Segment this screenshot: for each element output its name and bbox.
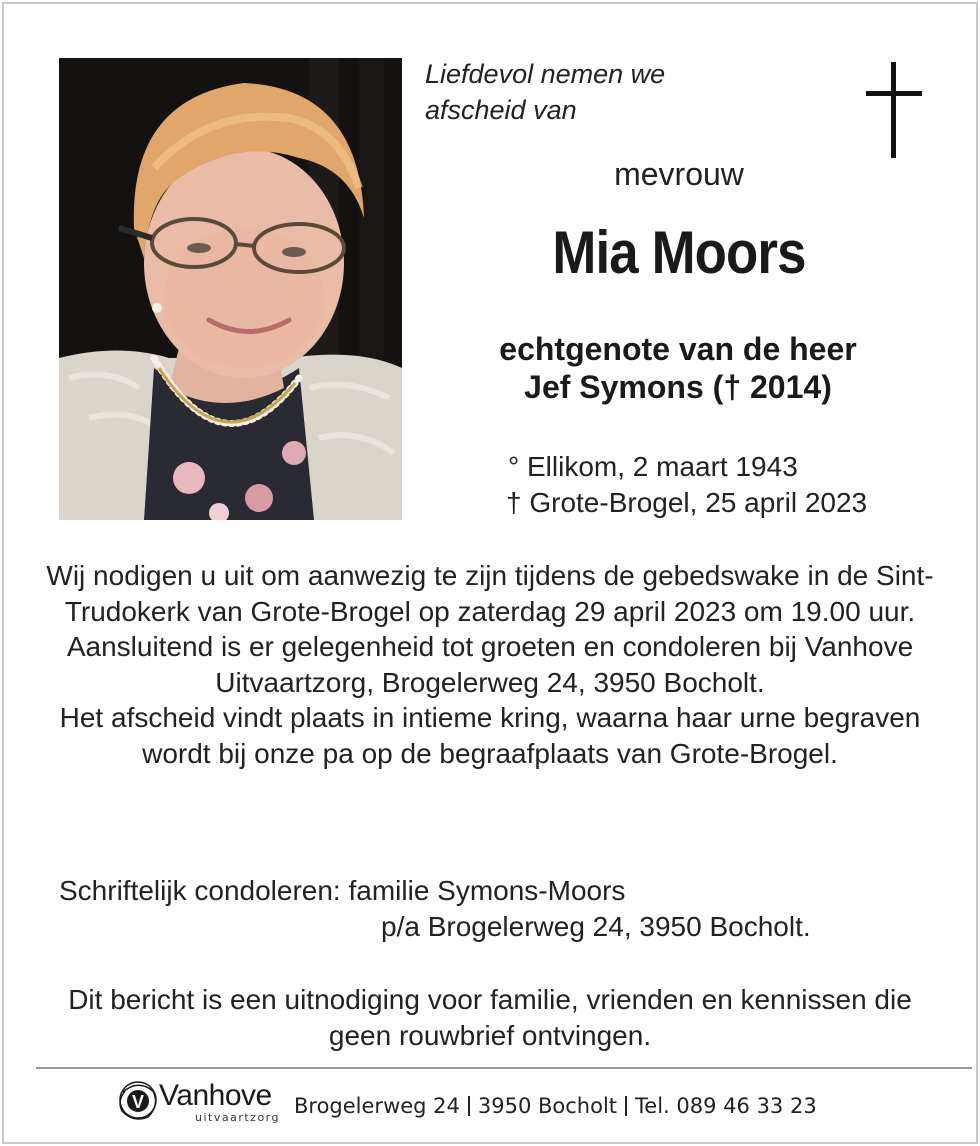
condolence-paragraph: Aansluitend is er gelegenheid tot groeten en condoleren bij Vanhove Uitvaartzorg, Brogelerweg 24, 3950 Bocholt. bbox=[66, 631, 914, 698]
salutation: mevrouw bbox=[614, 156, 744, 192]
life-dates bbox=[508, 449, 867, 521]
death-date: † Grote-Brogel, 25 april 2023 bbox=[506, 487, 868, 518]
footer-city: 3950 Bocholt bbox=[477, 1094, 618, 1118]
footer-address: Brogelerweg 24 bbox=[294, 1094, 460, 1118]
logo-subtitle: uitvaartzorg bbox=[195, 1111, 280, 1124]
farewell-paragraph: Het afscheid vindt plaats in intieme kring, waarna haar urne begraven wordt bij onze pa op de begraafplaats van Grote-Brogel. bbox=[59, 702, 921, 769]
vigil-paragraph: Wij nodigen u uit om aanwezig te zijn tijdens de gebedswake in de Sint-Trudokerk van Grote-Brogel op zaterdag 29 april 2023 om 19.00 uur. bbox=[46, 560, 934, 627]
logo-letter: V bbox=[131, 1092, 145, 1112]
vanhove-logo bbox=[115, 1075, 285, 1125]
intro-line-2: afscheid van bbox=[425, 95, 577, 125]
written-condolence bbox=[59, 873, 811, 945]
spouse-line-2: Jef Symons († 2014) bbox=[524, 369, 832, 405]
logo-name: Vanhove bbox=[159, 1079, 272, 1112]
portrait-photo bbox=[59, 58, 402, 520]
intro-text bbox=[425, 56, 665, 128]
spouse-line-1: echtgenote van de heer bbox=[499, 331, 857, 367]
footer-divider bbox=[36, 1067, 972, 1069]
logo-mark-icon bbox=[115, 1077, 161, 1123]
condolence-line-2: p/a Brogelerweg 24, 3950 Bocholt. bbox=[381, 911, 811, 942]
latin-cross-icon bbox=[866, 62, 922, 158]
intro-line-1: Liefdevol nemen we bbox=[425, 59, 666, 89]
spouse-info bbox=[430, 330, 926, 406]
deceased-name: Mia Moors bbox=[552, 219, 806, 286]
announcement-body bbox=[40, 558, 940, 771]
footer-phone: Tel. 089 46 33 23 bbox=[635, 1094, 817, 1118]
separator bbox=[625, 1096, 627, 1116]
footer-contact bbox=[294, 1094, 817, 1118]
birth-date: ° Ellikom, 2 maart 1943 bbox=[508, 451, 798, 482]
notice-text: Dit bericht is een uitnodiging voor familie, vrienden en kennissen die geen rouwbrief ontvingen. bbox=[68, 984, 912, 1051]
separator bbox=[468, 1096, 470, 1116]
condolence-line-1: Schriftelijk condoleren: familie Symons-Moors bbox=[59, 875, 626, 906]
